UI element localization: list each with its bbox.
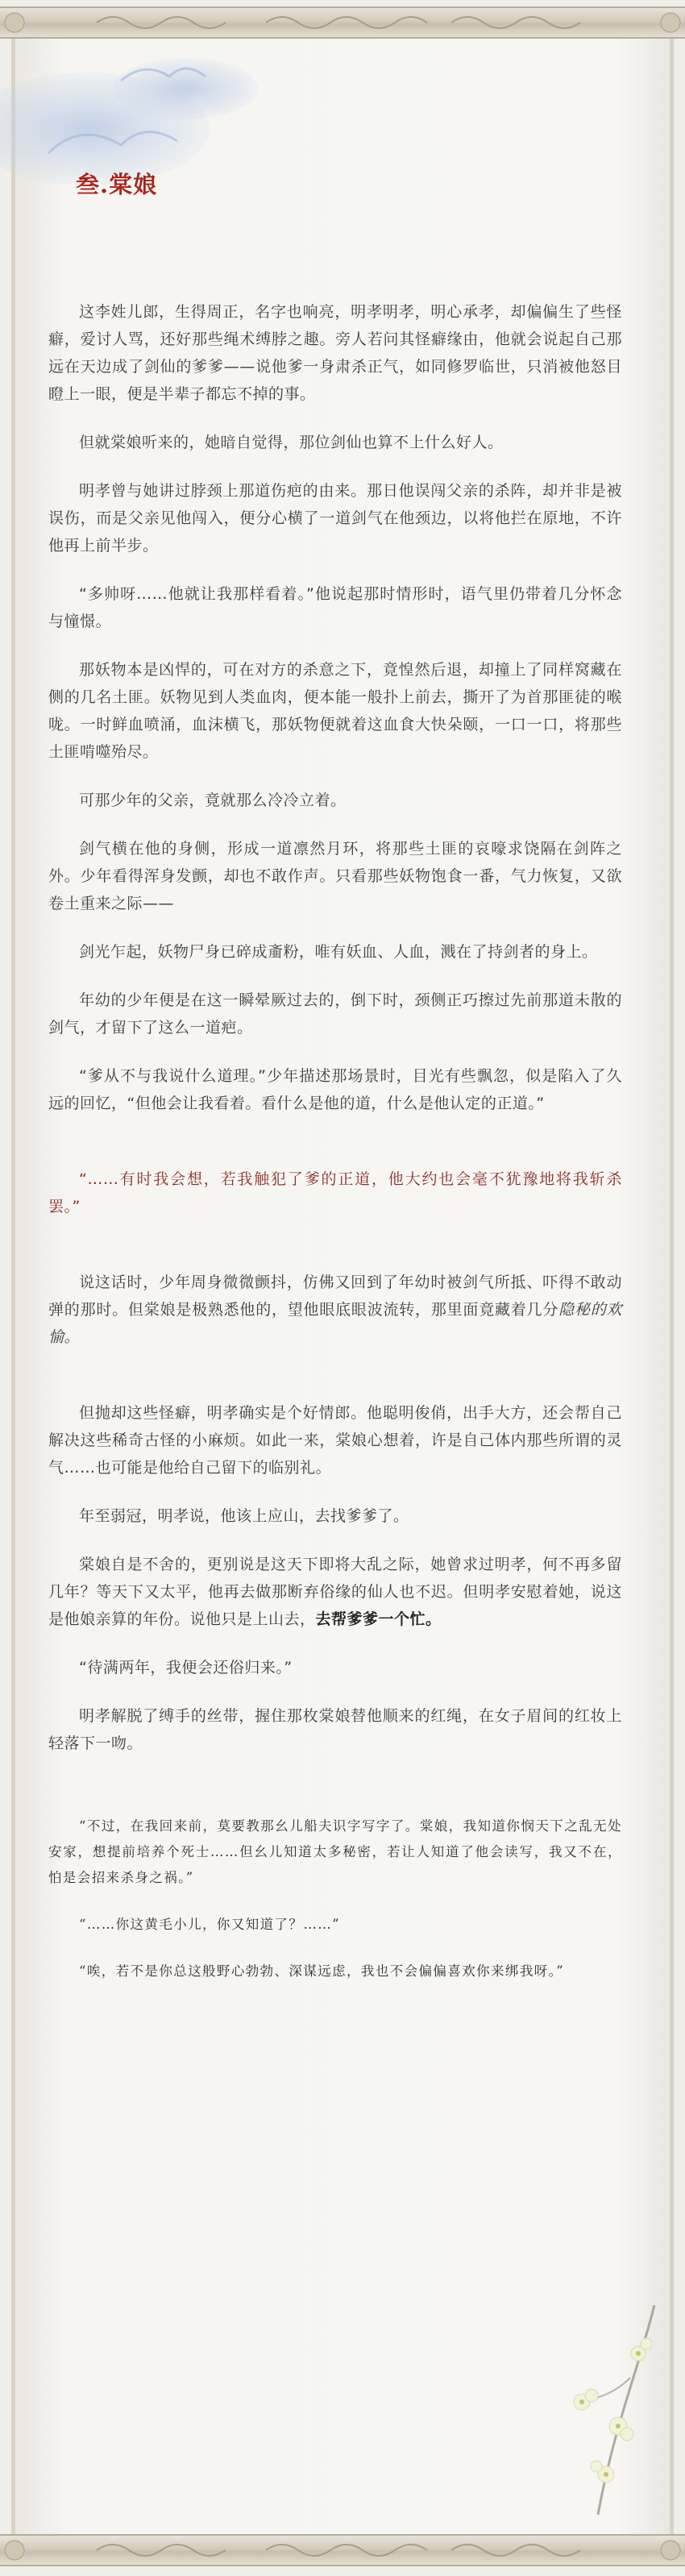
paragraph: “待满两年，我便会还俗归来。” <box>79 1659 293 1676</box>
paragraph: “……你这黄毛小儿，你又知道了？……” <box>79 1917 340 1932</box>
paragraph: 这李姓儿郎，生得周正，名字也响亮，明孝明孝，明心承孝，却偏偏生了些怪癖，爱讨人骂，还好那些绳术缚脖之趣。旁人若问其怪癖缘由，他就会说起自己那远在天边成了剑仙的爹爹——说他爹一身肃杀正气，如同修罗临世，只消被他怒目瞪上一眼，便是半辈子都忘不掉的事。 <box>48 303 622 403</box>
paragraph: “唉，若不是你总这般野心勃勃、深谋远虑，我也不会偏偏喜欢你来绑我呀。” <box>79 1963 565 1979</box>
emphasis-text: 隐秘的欢愉。 <box>48 1301 622 1346</box>
paragraph: 明孝解脱了缚手的丝带，握住那枚棠娘替他顺来的红绳，在女子眉间的红妆上轻落下一吻。 <box>48 1707 622 1752</box>
paragraph: 剑气横在他的身侧，形成一道凛然月环，将那些土匪的哀嚎求饶隔在剑阵之外。少年看得浑身发颤，却也不敢作声。只看那些妖物饱食一番，气力恢复，又欲卷土重来之际—— <box>48 840 622 912</box>
story-text <box>48 298 622 1984</box>
paragraph: 那妖物本是凶悍的，可在对方的杀意之下，竟惶然后退，却撞上了同样窝藏在侧的几名土匪。妖物见到人类血肉，便本能一般扑上前去，撕开了为首那匪徒的喉咙。一时鲜血喷涌，血沫横飞，那妖物便就着这血食大快朵颐，一口一口，将那些土匪啃噬殆尽。 <box>48 661 622 761</box>
paragraph: “爹从不与我说什么道理。”少年描述那场景时，目光有些飘忽，似是陷入了久远的回忆，“但他会让我看着。看什么是他的道，什么是他认定的正道。” <box>48 1067 622 1112</box>
bottom-scroll-roller <box>0 2534 685 2566</box>
scroll-roller-icon <box>0 2536 685 2565</box>
blossom-branch-icon <box>550 2305 662 2526</box>
paragraph: 剑光乍起，妖物尸身已碎成齑粉，唯有妖血、人血，溅在了持剑者的身上。 <box>79 943 598 961</box>
paragraph: 棠娘自是不舍的，更别说是这天下即将大乱之际，她曾求过明孝，何不再多留几年？等天下又太平，他再去做那断弃俗缘的仙人也不迟。但明孝安慰着她，说这是他娘亲算的年份。说他只是上山去，去帮爹爹一个忙。 <box>48 1556 622 1628</box>
paragraph: 但抛却这些怪癖，明孝确实是个好情郎。他聪明俊俏，出手大方，还会帮自己解决这些稀奇古怪的小麻烦。如此一来，棠娘心想着，许是自己体内那些所谓的灵气……也可能是他给自己留下的临别礼。 <box>48 1404 622 1477</box>
paragraph: 说这话时，少年周身微微颤抖，仿佛又回到了年幼时被剑气所抵、吓得不敢动弹的那时。但棠娘是极熟悉他的，望他眼底眼波流转，那里面竟藏着几分隐秘的欢愉。 <box>48 1273 622 1346</box>
highlighted-quote: “……有时我会想，若我触犯了爹的正道，他大约也会毫不犹豫地将我斩杀罢。” <box>48 1170 622 1215</box>
paragraph: “多帅呀……他就让我那样看着。”他说起那时情形时，语气里仍带着几分怀念与憧憬。 <box>48 585 622 630</box>
paragraph: 可那少年的父亲，竟就那么冷冷立着。 <box>79 791 347 809</box>
bold-text: 去帮爹爹一个忙。 <box>315 1610 442 1628</box>
paragraph: “不过，在我回来前，莫要教那幺儿船夫识字写字了。棠娘，我知道你悯天下之乱无处安家，想提前培养个死士……但幺儿知道太多秘密，若让人知道了他会读写，我又不在，怕是会招来杀身之祸。” <box>48 1818 622 1885</box>
paragraph: 但就棠娘听来的，她暗自觉得，那位剑仙也算不上什么好人。 <box>79 434 504 451</box>
paragraph: 年至弱冠，明孝说，他该上应山，去找爹爹了。 <box>79 1507 409 1525</box>
chapter-title: 叁.棠娘 <box>76 171 158 198</box>
cloud-ornament-icon <box>0 32 266 245</box>
paragraph: 年幼的少年便是在这一瞬晕厥过去的，倒下时，颈侧正巧擦过先前那道未散的剑气，才留下了这么一道疤。 <box>48 991 622 1037</box>
paragraph: 明孝曾与她讲过脖颈上那道伤疤的由来。那日他误闯父亲的杀阵，却并非是被误伤，而是父亲见他闯入，便分心横了一道剑气在他颈边，以将他拦在原地，不许他再上前半步。 <box>48 482 622 555</box>
